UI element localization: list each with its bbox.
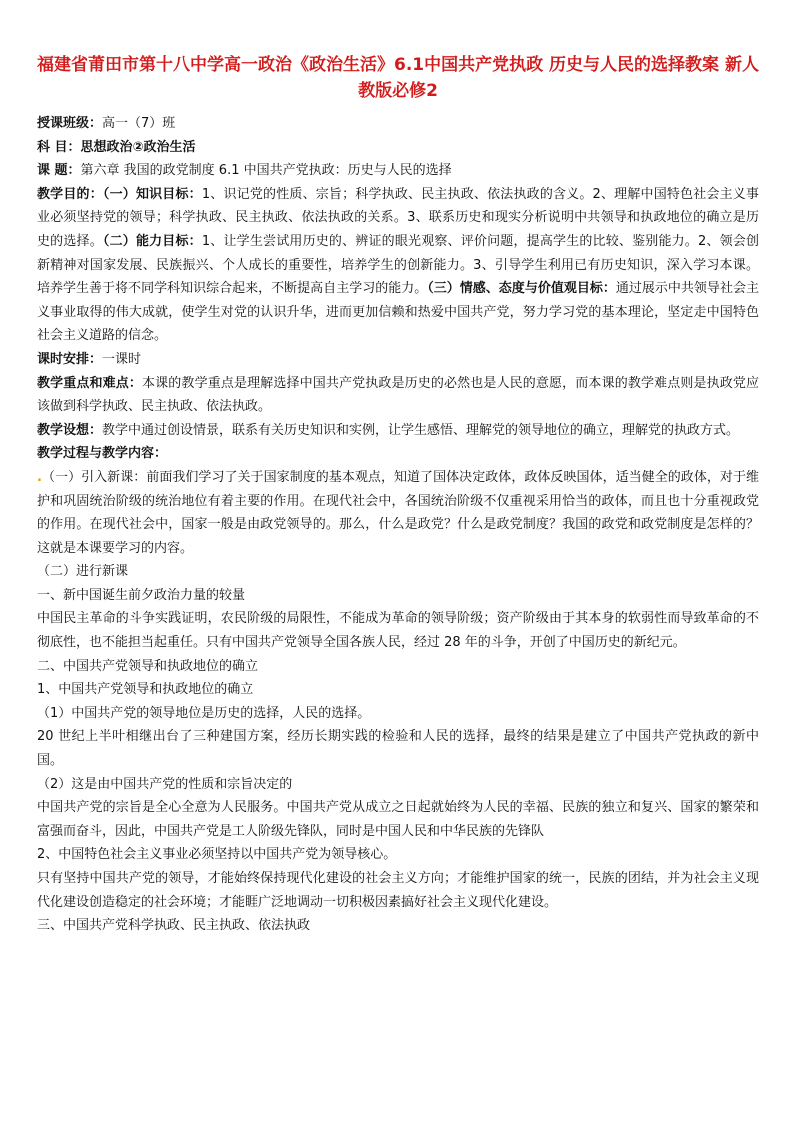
topic-value: 第六章 我国的政党制度 6.1 中国共产党执政：历史与人民的选择	[80, 163, 452, 179]
schedule-line	[37, 348, 759, 372]
section-2-1-1-text: 20 世纪上半叶相继出台了三种建国方案，经历长期实践的检验和人民的选择，最终的结果是建立了中国共产党执政的新中国。	[37, 729, 759, 769]
process-heading: 教学过程与教学内容：	[37, 446, 168, 462]
emotion-goal-label: （三）情感、态度与价值观目标：	[427, 281, 616, 297]
section-2-heading: 二、中国共产党领导和执政地位的确立	[37, 658, 259, 674]
goals-label: 教学目的：	[37, 186, 103, 202]
section-1-text: 中国民主革命的斗争实践证明，农民阶级的局限性，不能成为革命的领导阶级；资产阶级由于其本身的软弱性而导致革命的不彻底性，也不能担当起重任。只有中国共产党领导全国各族人民，经过 28 年的斗争，开创了中国历史的新纪元。	[37, 611, 759, 651]
document-page	[37, 52, 759, 938]
design-paragraph	[37, 419, 759, 443]
topic-label: 课 题：	[37, 163, 81, 179]
focus-text: 本课的教学重点是理解选择中国共产党执政是历史的必然也是人民的意愿，而本课的教学难点则是执政党应该做到科学执政、民主执政、依法执政。	[37, 375, 759, 415]
teaching-goals	[37, 183, 759, 348]
class-line	[37, 112, 759, 136]
design-text: 教学中通过创设情景，联系有关历史知识和实例，让学生感悟、理解党的领导地位的确立，理解党的执政方式。	[102, 422, 740, 438]
subject-label: 科 目：	[37, 139, 81, 155]
ability-goal-text: 1、让学生尝试用历史的、辨证的眼光观察、评价问题，提高学生的比较、鉴别能力。2、领会创新精神对国家发展、民族振兴、个人成长的重要性，培养学生的创新能力。3、引导学生利用已有历史知识，深入学习本课。培养学生善于将不同学科知识综合起来，不断提高自主学习的能力。	[37, 233, 759, 297]
section-3-heading: 三、中国共产党科学执政、民主执政、依法执政	[37, 918, 311, 934]
class-label: 授课班级：	[37, 116, 103, 131]
focus-label: 教学重点和难点：	[37, 375, 143, 391]
subject-value: 思想政治②政治生活	[80, 139, 196, 155]
section-2-1-1-heading: （1）中国共产党的领导地位是历史的选择，人民的选择。	[37, 705, 371, 721]
section-2-1-heading: 1、中国共产党领导和执政地位的确立	[37, 682, 254, 698]
paragraph-marker: .	[37, 469, 42, 485]
section-2-1-2-text: 中国共产党的宗旨是全心全意为人民服务。中国共产党从成立之日起就始终为人民的幸福、民族的独立和复兴、国家的繁荣和富强而奋斗，因此，中国共产党是工人阶级先锋队，同时是中国人民和中华民族的先锋队	[37, 800, 759, 839]
schedule-value: 一课时	[102, 351, 142, 367]
design-label: 教学设想：	[37, 422, 103, 438]
new-lesson-heading: （二）进行新课	[37, 564, 129, 580]
focus-paragraph	[37, 372, 759, 419]
intro-text: （一）引入新课：前面我们学习了关于国家制度的基本观点，知道了国体决定政体，政体反映国体，适当健全的政体，对于维护和巩固统治阶级的统治地位有着主要的作用。在现代社会中，各国统治阶级不仅重视采用恰当的政体，而且也十分重视政党的作用。在现代社会中，国家一般是由政党领导的。那么，什么是政党？什么是政党制度？我国的政党和政党制度是怎样的？这就是本课要学习的内容。	[37, 469, 759, 556]
section-2-1-2-heading: （2）这是由中国共产党的性质和宗旨决定的	[37, 776, 293, 792]
intro-paragraph	[37, 466, 759, 560]
topic-line	[37, 159, 759, 183]
section-2-2-heading: 2、中国特色社会主义事业必须坚持以中国共产党为领导核心。	[37, 847, 397, 863]
schedule-label: 课时安排：	[37, 351, 103, 367]
section-1-heading: 一、新中国诞生前夕政治力量的较量	[37, 587, 246, 603]
section-2-2-text: 只有坚持中国共产党的领导，才能始终保持现代化建设的社会主义方向；才能维护国家的统一，民族的团结，并为社会主义现代化建设创造稳定的社会环境；才能睚广泛地调动一切积极因素搞好社会主义现代化建设。	[37, 871, 759, 910]
emotion-goal-text: 通过展示中共领导社会主义事业取得的伟大成就，使学生对党的认识升华，进而更加信赖和热爱中国共产党，努力学习党的基本理论，坚定走中国特色社会主义道路的信念。	[37, 281, 759, 344]
class-value: 高一（7）班	[102, 116, 176, 131]
subject-line	[37, 136, 759, 160]
knowledge-goal-label: （一）知识目标：	[102, 186, 202, 202]
document-title: 福建省莆田市第十八中学高一政治《政治生活》6.1中国共产党执政 历史与人民的选择教案 新人教版必修2	[37, 55, 759, 101]
knowledge-goal-text: 1、识记党的性质、宗旨；科学执政、民主执政、依法执政的含义。2、理解中国特色社会主义事业必须坚持党的领导；科学执政、民主执政、依法执政的关系。3、联系历史和现实分析说明中共领导和执政地位的确立是历史的选择。	[37, 186, 759, 249]
ability-goal-label: （二）能力目标：	[102, 233, 202, 249]
